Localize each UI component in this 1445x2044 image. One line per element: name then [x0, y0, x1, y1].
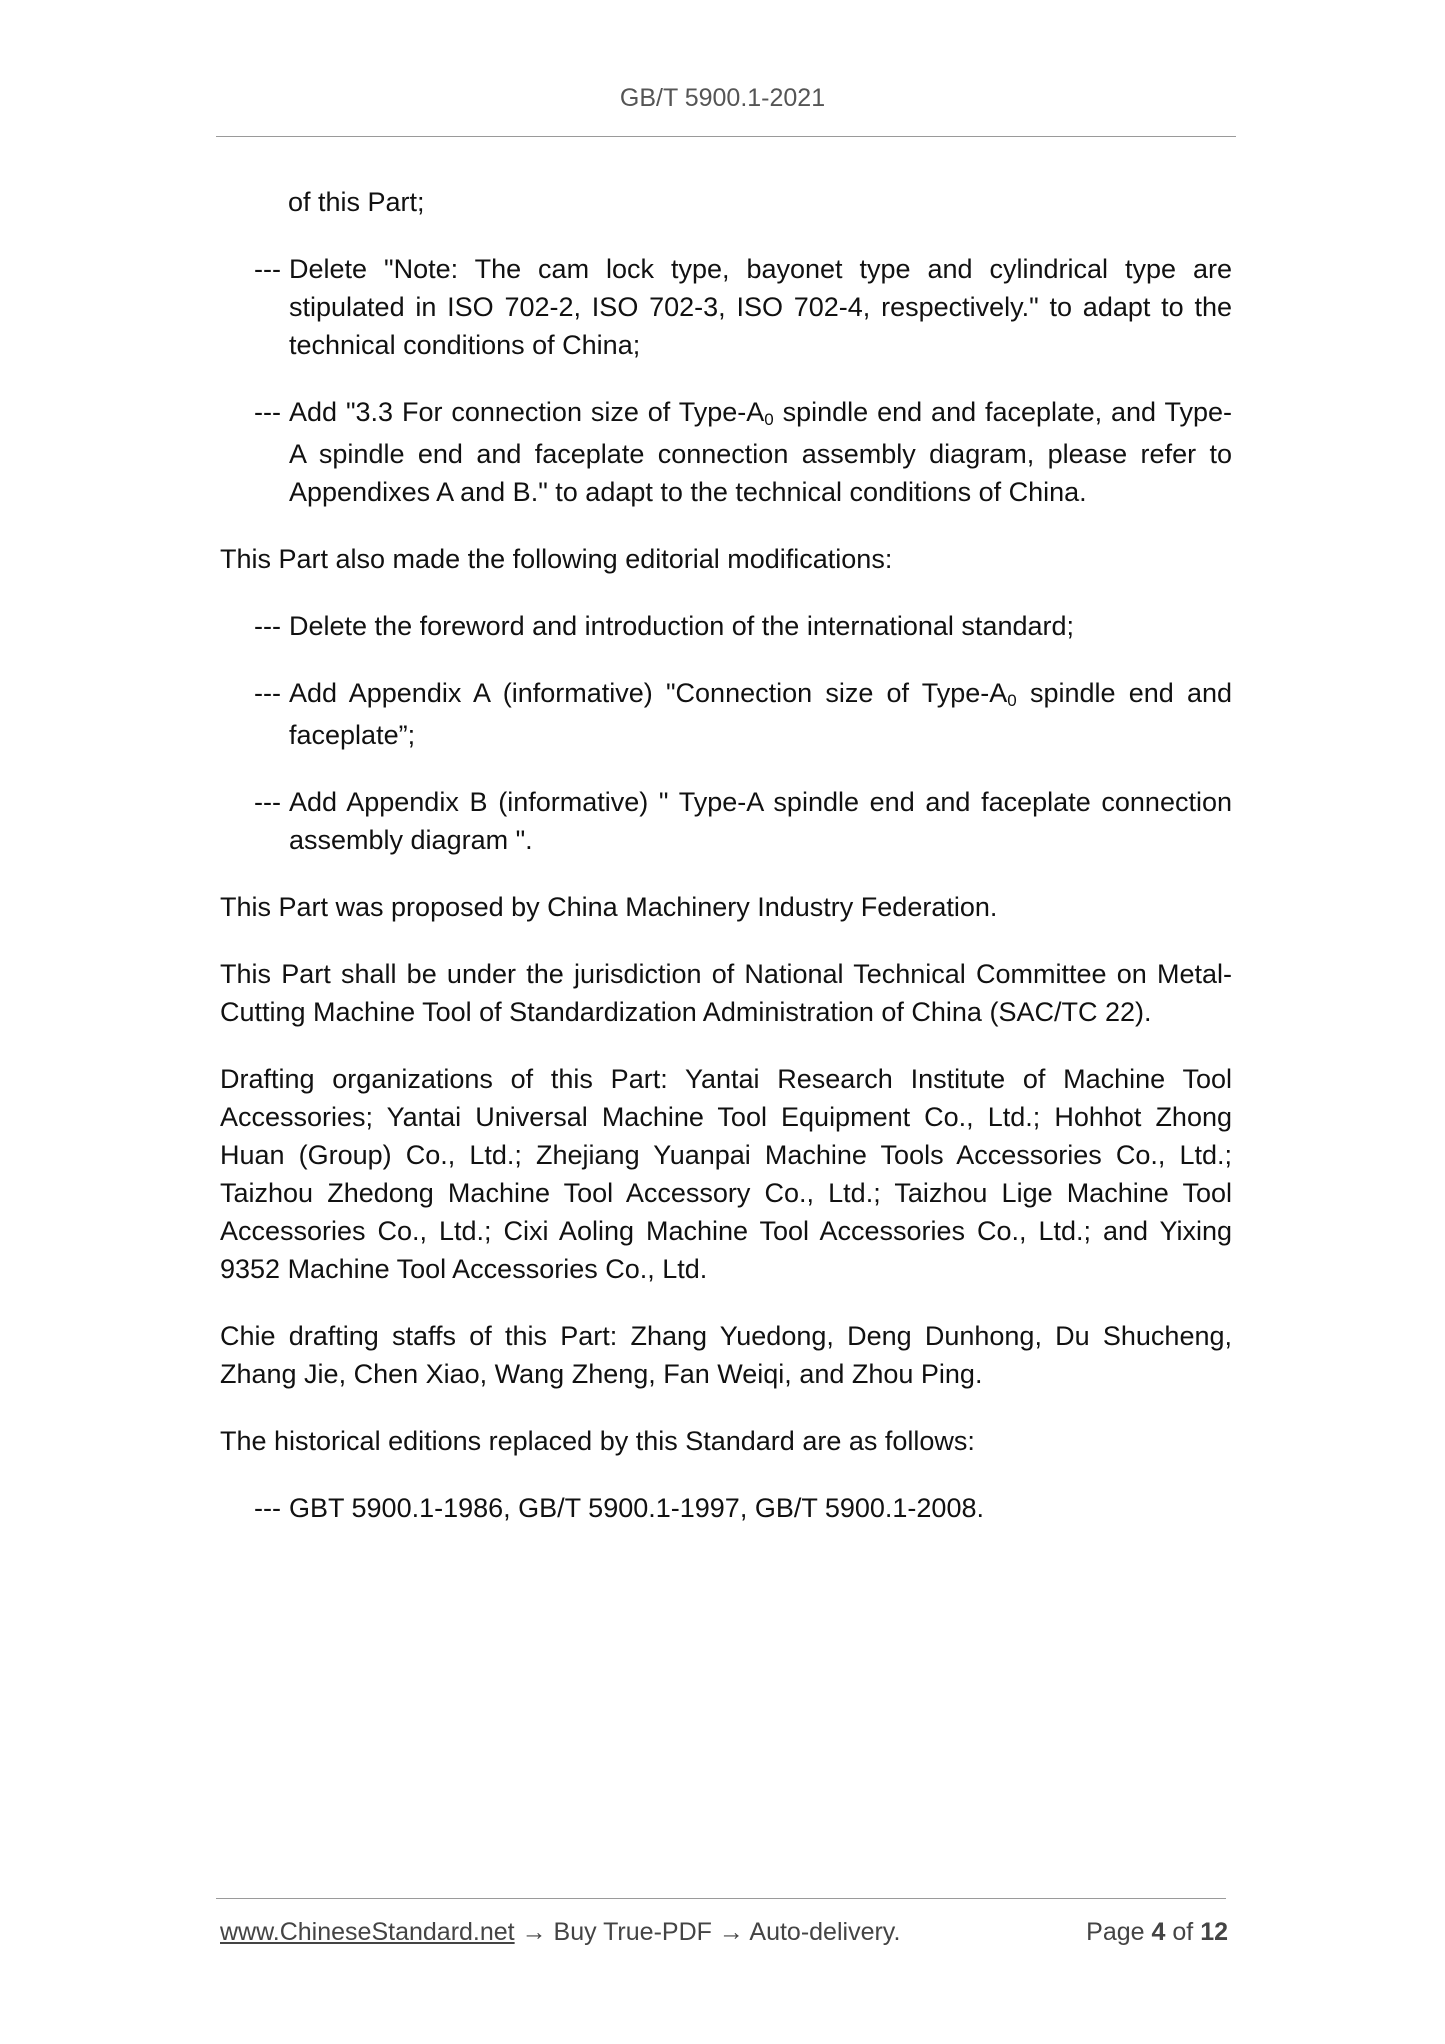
jurisdiction-paragraph: This Part shall be under the jurisdiction of National Technical Committee on Metal-Cutting Machine Tool of Standardization Administration of China (SAC/TC 22).: [220, 959, 1232, 1027]
list-item-delete-foreword: [220, 607, 1232, 645]
website-link[interactable]: www.ChineseStandard.net: [220, 1918, 515, 1946]
list-item-add-3-3: [220, 393, 1232, 511]
list-item-appendix-a: [220, 674, 1232, 754]
dash-marker: ---: [254, 678, 281, 708]
list-item-text: Delete "Note: The cam lock type, bayonet type and cylindrical type are stipulated in ISO 702-2, ISO 702-3, ISO 702-4, respectively." to adapt to the technical conditions of China;: [289, 254, 1232, 360]
dash-marker: ---: [254, 1493, 281, 1523]
header-divider: [216, 136, 1236, 137]
footer-promo: [220, 1918, 900, 1946]
proposed-by-paragraph: This Part was proposed by China Machinery Industry Federation.: [220, 892, 998, 922]
page-footer: [220, 1918, 1228, 1947]
drafting-staff-paragraph: Chie drafting staffs of this Part: Zhang Yuedong, Deng Dunhong, Du Shucheng, Zhang Jie, Chen Xiao, Wang Zheng, Fan Weiqi, and Zhou Ping.: [220, 1321, 1232, 1389]
continuation-text: of this Part;: [288, 187, 425, 217]
list-item-text-end: spindle end and faceplate, and Type-A spindle end and faceplate connection assembly diagram, please refer to Appendixes A and B." to adapt to the technical conditions of China.: [289, 397, 1232, 507]
dash-marker: ---: [254, 397, 281, 427]
total-pages: 12: [1200, 1918, 1228, 1946]
footer-divider: [216, 1898, 1226, 1899]
dash-marker: ---: [254, 254, 281, 284]
list-item-text: Delete the foreword and introduction of the international standard;: [289, 611, 1075, 641]
page-label: Page: [1086, 1918, 1145, 1946]
list-item-text: GBT 5900.1-1986, GB/T 5900.1-1997, GB/T 5900.1-2008.: [289, 1493, 984, 1523]
list-item-appendix-b: [220, 783, 1232, 859]
list-item-historical-editions: [220, 1489, 1232, 1527]
page-number: [1086, 1918, 1228, 1947]
subscript-zero: 0: [1007, 691, 1017, 710]
page-header: [0, 84, 1445, 113]
drafting-organizations-paragraph: Drafting organizations of this Part: Yantai Research Institute of Machine Tool Accessories; Yantai Universal Machine Tool Equipment Co., Ltd.; Hohhot Zhong Huan (Group) Co., Ltd.; Zhejiang Yuanpai Machine Tools Accessories Co., Ltd.; Taizhou Zhedong Machine Tool Accessory Co., Ltd.; Taizhou Lige Machine Tool Accessories Co., Ltd.; Cixi Aoling Machine Tool Accessories Co., Ltd.; and Yixing 9352 Machine Tool Accessories Co., Ltd.: [220, 1064, 1232, 1284]
historical-editions-paragraph: The historical editions replaced by this Standard are as follows:: [220, 1426, 975, 1456]
subscript-zero: 0: [764, 410, 774, 429]
list-item-text-end: spindle end and faceplate”;: [289, 678, 1232, 750]
document-body: [220, 183, 1232, 1556]
list-item-delete-note: [220, 250, 1232, 364]
of-label: of: [1172, 1918, 1194, 1946]
dash-marker: ---: [254, 787, 281, 817]
list-item-text: Add Appendix B (informative) " Type-A spindle end and faceplate connection assembly diagram ".: [289, 787, 1232, 855]
editorial-intro-paragraph: This Part also made the following editorial modifications:: [220, 544, 893, 574]
list-item-text-start: Add "3.3 For connection size of Type-A: [289, 397, 765, 427]
footer-tagline: → Buy True-PDF → Auto-delivery.: [514, 1918, 901, 1946]
current-page: 4: [1151, 1918, 1166, 1946]
list-item-text-start: Add Appendix A (informative) "Connection size of Type-A: [289, 678, 1008, 708]
document-code: GB/T 5900.1-2021: [619, 84, 826, 112]
dash-marker: ---: [254, 611, 281, 641]
